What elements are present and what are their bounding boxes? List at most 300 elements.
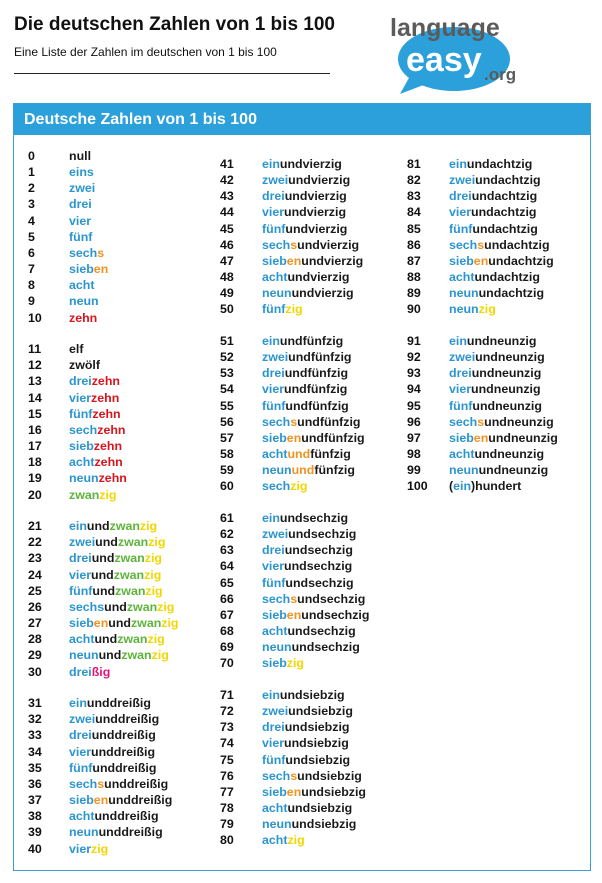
number-digit: 88 [407,270,421,285]
word-part: zig [151,648,169,663]
number-digit: 66 [220,591,234,606]
number-word [262,752,350,768]
number-word [262,221,347,237]
number-digit: 32 [28,712,42,727]
word-part: achtzig [497,270,540,285]
number-digit: 64 [220,559,234,574]
word-part: und [474,270,498,285]
number-digit: 15 [28,406,42,421]
number-digit: 43 [220,189,234,204]
word-part: zwei [69,712,96,727]
word-part: zwan [117,632,148,647]
number-word [262,156,342,172]
word-part: zig [145,583,163,598]
number-digit: 2 [28,181,35,196]
languageeasy-logo [386,14,536,96]
number-word [262,253,363,269]
word-part: ( [449,479,454,494]
word-part: acht [449,270,475,285]
word-part: zig [144,551,162,566]
number-digit: 74 [220,736,234,751]
word-part: zig [147,632,165,647]
word-part: und [91,744,114,759]
number-digit: 13 [28,374,42,389]
number-digit: 24 [28,567,42,582]
word-part: vier [262,382,285,397]
word-part: vierzig [310,270,350,285]
number-digit: 34 [28,744,42,759]
number-digit: 41 [220,157,234,171]
number-digit: 98 [407,447,421,462]
number-digit: 33 [28,728,42,743]
number-word [69,293,99,309]
word-part: ein [69,519,87,534]
word-part: neunzig [501,463,549,478]
word-part: neun [449,286,479,301]
number-digit: 16 [28,422,42,437]
word-part: zwei [69,535,96,550]
number-word [69,824,163,840]
number-word [262,526,356,542]
word-part: und [91,551,115,566]
word-part: und [288,350,311,365]
number-digit: 71 [220,688,234,702]
word-part: zig [139,519,158,534]
number-word [262,735,349,751]
number-digit: 55 [220,398,234,413]
word-part: und [279,688,303,702]
number-digit: 30 [28,664,42,679]
word-part: und [472,221,496,236]
number-word [449,269,540,285]
word-part: fünfzig [323,430,365,445]
word-part: sechzig [310,624,356,639]
number-digit: 50 [220,302,234,317]
word-part: und [301,607,324,622]
word-part: s [290,237,298,252]
word-part: sech [262,591,291,606]
word-part: und [488,253,511,268]
word-part: und [284,189,308,204]
word-part: s [97,245,105,260]
number-word [69,357,100,373]
logo-org-text: .org [484,65,517,84]
number-word [262,655,304,671]
word-part: zehn [92,406,121,421]
number-digit: 49 [220,286,234,301]
word-part: acht [262,833,288,848]
word-part: zwan [113,567,145,582]
word-part: neun [262,817,292,832]
word-part: ein [262,334,280,348]
word-part: sieb [69,439,94,454]
word-part: vierzig [314,286,354,301]
word-part: siebzig [319,768,362,783]
word-part: und [471,189,495,204]
word-part: und [288,527,311,542]
number-word [69,422,125,438]
word-part: und [466,334,490,348]
word-part: null [69,149,92,163]
number-word [69,760,156,776]
word-part: neun [69,294,99,309]
number-digit: 52 [220,350,234,365]
number-word [262,768,362,784]
word-part: vierzig [310,173,351,188]
word-part: und [287,270,311,285]
word-part: und [284,366,308,381]
word-part: fünf [449,221,473,236]
number-digit: 96 [407,414,421,429]
number-digit: 94 [407,382,421,397]
word-part: s [290,414,298,429]
number-word [262,542,353,558]
word-part: acht [449,447,475,462]
number-digit: 51 [220,334,234,348]
number-word [449,462,548,478]
word-part: zwei [262,527,289,542]
numbers-card [13,103,591,871]
number-digit: 86 [407,237,421,252]
word-part: fünfzig [306,382,348,397]
number-word [262,204,346,220]
word-part: en [473,430,489,445]
word-part: sechzig [302,511,349,525]
word-part: fünf [69,406,93,421]
number-word [69,213,91,229]
word-part: und [94,632,118,647]
word-part: en [93,793,109,808]
word-part: en [93,262,109,277]
number-digit: 3 [28,197,35,212]
number-word [262,269,349,285]
word-part: fünf [69,760,93,775]
word-part: vierzig [306,205,347,220]
word-part: und [284,205,307,220]
word-part: zwan [121,648,152,663]
number-digit: 48 [220,270,234,285]
word-part: vier [262,736,285,751]
number-digit: 14 [28,390,42,405]
word-part: neun [262,640,292,655]
number-digit: 27 [28,616,42,631]
word-part: zwei [262,704,289,719]
word-part: zehn [91,390,120,405]
word-part: en [286,430,302,445]
number-digit: 22 [28,535,42,550]
number-digit: 36 [28,776,42,791]
number-digit: 67 [220,607,234,622]
number-digit: 77 [220,784,234,799]
word-part: und [284,736,307,751]
number-word [262,703,353,719]
word-part: und [91,728,115,743]
word-part: und [287,624,311,639]
number-word [69,727,156,743]
number-digit: 81 [407,157,421,171]
word-part: zehn [93,439,123,454]
word-part: drei [449,366,472,381]
number-word [69,631,165,647]
number-digit: 60 [220,479,234,494]
word-part: zig [286,656,305,671]
number-digit: 97 [407,430,421,445]
word-part: zig [148,535,166,550]
number-digit: 95 [407,398,421,413]
number-word [69,841,108,857]
word-part: und [297,237,320,252]
word-part: sechzig [319,591,366,606]
word-part: drei [262,366,285,381]
word-part: drei [69,197,92,212]
word-part: und [94,809,118,824]
number-digit: 5 [28,229,35,244]
word-part: neunzig [494,366,542,381]
number-digit: 6 [28,245,35,260]
word-part: vier [69,213,92,228]
number-word [262,478,307,494]
number-digit: 25 [28,583,42,598]
word-part: und [108,616,131,631]
number-word [262,816,356,832]
number-digit: 10 [28,310,42,325]
word-part: und [297,768,320,783]
number-digit: 23 [28,551,42,566]
word-part: zwan [69,487,100,502]
word-part: und [471,366,495,381]
word-part: und [475,350,498,365]
number-word [449,204,536,220]
number-word [262,398,349,414]
word-part: ein [262,157,280,171]
number-word [262,510,348,526]
number-digit: 56 [220,414,234,429]
word-part: zehn [98,471,127,486]
number-word [69,550,162,566]
word-part: und [478,286,502,301]
word-part: und [301,253,324,268]
number-word [262,188,347,204]
page-subtitle: Eine Liste der Zahlen im deutschen von 1 bis 100 [14,45,277,59]
word-part: neun [69,471,99,486]
word-part: zwan [114,551,145,566]
word-part: neunzig [495,398,542,413]
word-part: ein [262,511,280,525]
number-word [262,591,365,607]
number-digit: 75 [220,752,234,767]
word-part: und [284,382,307,397]
number-word [262,365,348,381]
word-part: zwei [262,350,289,365]
word-part: drei [262,189,285,204]
word-part: und [284,559,307,574]
number-word [449,349,545,365]
number-word [262,607,369,623]
number-word [449,156,532,172]
word-part: vier [69,390,92,405]
number-word [449,221,538,237]
word-part: sechzig [306,559,353,574]
word-part: und [474,447,498,462]
number-digit: 8 [28,278,35,293]
word-part: sech [449,414,478,429]
word-part: zig [99,487,117,502]
word-part: zwan [117,535,149,550]
number-digit: 21 [28,519,42,534]
number-word [262,687,345,703]
word-part: dreißig [121,825,163,840]
word-part: en [286,253,302,268]
number-word [262,237,359,253]
number-word [449,301,496,317]
word-part: und [288,704,311,719]
word-part: und [478,463,502,478]
word-part: zehn [94,455,123,470]
number-word [262,575,354,591]
word-part: und [484,237,507,252]
number-word [69,245,104,261]
word-part: sieb [69,616,94,631]
word-part: und [285,221,309,236]
word-part: und [471,205,494,220]
number-digit: 9 [28,294,35,309]
number-digit: 17 [28,439,42,454]
number-digit: 79 [220,817,234,832]
number-word [69,229,92,245]
word-part: dreißig [130,793,173,808]
number-word [449,188,537,204]
word-part: und [104,776,127,791]
word-part: en [93,616,109,631]
number-digit: 69 [220,640,234,655]
word-part: und [291,817,315,832]
number-digit: 65 [220,575,234,590]
word-part: zwei [262,173,289,188]
word-part: eins [69,165,94,180]
number-word [449,365,541,381]
number-digit: 0 [28,149,35,163]
number-word [262,462,355,478]
number-digit: 63 [220,543,234,558]
word-part: neun [69,825,99,840]
word-part: )hundert [471,479,522,494]
word-part: und [91,567,114,582]
number-digit: 72 [220,704,234,719]
number-word [449,285,544,301]
word-part: vier [69,744,92,759]
word-part: und [301,784,324,799]
word-part: und [86,519,110,534]
number-word [262,800,352,816]
word-part: achtzig [489,157,533,171]
word-part: neunzig [497,447,545,462]
word-part: achtzig [494,189,538,204]
word-part: sechzig [314,640,360,655]
word-part: und [98,825,122,840]
number-digit: 84 [407,205,421,220]
word-part: sieb [262,253,287,268]
word-part: drei [449,189,472,204]
word-part: und [288,173,311,188]
word-part: dreißig [113,744,156,759]
word-part: achtzig [495,221,538,236]
word-part: zig [91,841,109,856]
number-word [69,695,151,711]
word-part: zwei [449,350,476,365]
word-part: und [285,575,309,590]
word-part: en [473,253,489,268]
word-part: und [86,696,110,711]
number-word [262,349,352,365]
word-part: und [488,430,511,445]
word-part: fünf [262,752,286,767]
number-word [69,277,94,293]
number-word [69,567,161,583]
word-part: achtzig [501,286,545,301]
word-part: sieb [69,793,94,808]
number-digit: 39 [28,825,42,840]
word-part: fünfzig [308,398,349,413]
number-word [69,664,110,680]
number-word [69,470,127,486]
number-digit: 70 [220,656,234,671]
number-digit: 35 [28,760,42,775]
number-word [262,639,360,655]
word-part: sech [69,422,98,437]
word-part: zwei [449,173,476,188]
word-part: s [290,768,298,783]
word-part: sech [262,414,291,429]
word-part: neunzig [493,382,541,397]
word-part: fünf [262,398,286,413]
number-word [449,398,542,414]
page-title: Die deutschen Zahlen von 1 bis 100 [14,14,335,35]
word-part: zig [478,302,496,317]
number-word [262,333,343,349]
number-word [69,615,179,631]
word-part: und [484,414,507,429]
word-part: achtzig [510,253,554,268]
word-part: dreißig [126,776,169,791]
word-part: und [466,157,490,171]
word-part: ein [449,334,467,348]
word-part: drei [69,728,92,743]
number-digit: 99 [407,463,421,478]
word-part: neunzig [497,350,545,365]
word-part: dreißig [114,728,156,743]
number-digit: 73 [220,720,234,735]
word-part: dreißig [109,696,151,711]
number-word [69,180,95,196]
word-part: siebzig [310,704,353,719]
number-word [69,454,123,470]
number-digit: 18 [28,455,42,470]
number-digit: 20 [28,487,42,502]
number-digit: 82 [407,173,421,188]
number-digit: 80 [220,833,234,848]
word-part: und [108,793,131,808]
word-part: elf [69,342,84,357]
word-part: drei [262,720,285,735]
number-word [262,414,360,430]
word-part: drei [69,551,92,566]
word-part: zwölf [69,358,100,373]
number-digit: 83 [407,189,421,204]
word-part: und [92,760,116,775]
number-word [449,414,554,430]
number-word [449,478,521,494]
number-digit: 47 [220,253,234,268]
